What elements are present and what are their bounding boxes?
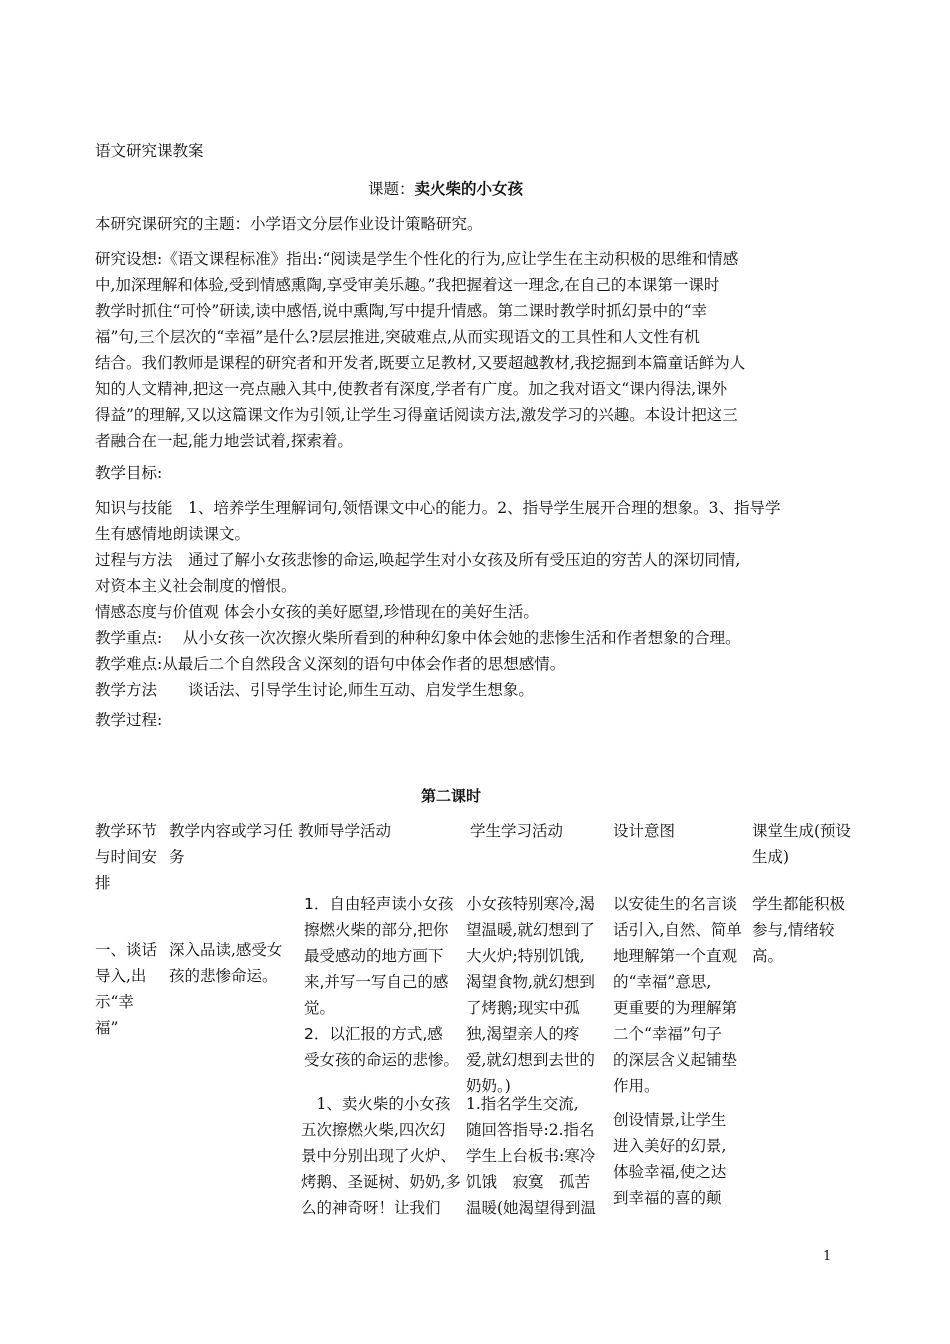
research-line: 中,加深理解和体验,受到情感熏陶,享受审美乐趣。”我把握着这一理念,在自己的本课第一课时 xyxy=(95,276,720,294)
row2-intent xyxy=(613,1107,753,1211)
lesson-title-prefix: 课题： xyxy=(368,180,415,198)
header-line: 务 xyxy=(169,848,185,866)
cell-line: 大火炉;特别饥饿, xyxy=(466,947,585,965)
row1-intent xyxy=(613,891,753,1099)
header-line: 教学环节 xyxy=(95,822,158,840)
cell-line: 受女孩的命运的悲惨。 xyxy=(304,1051,460,1069)
cell-line: 么的神奇呀！让我们 xyxy=(301,1199,441,1217)
goal-line: 对资本主义社会制度的憎恨。 xyxy=(95,577,297,595)
cell-line: 创设情景,让学生 xyxy=(613,1111,727,1129)
research-idea-paragraph xyxy=(95,246,865,454)
header-col-intent xyxy=(613,818,743,844)
header-line: 教学内容或学习任 xyxy=(169,822,294,840)
cell-line: 擦燃火柴的部分,把你 xyxy=(304,921,449,939)
research-line: 得益”的理解,又以这篇课文作为引领,让学生习得童话阅读方法,激发学习的兴趣。本设计把这三 xyxy=(95,406,738,424)
section-title: 第二课时 xyxy=(421,787,482,805)
cell-line: 爱,就幻想到去世的 xyxy=(466,1051,595,1069)
cell-line: 更重要的为理解第 xyxy=(613,999,738,1017)
cell-line: 体验幸福,使之达 xyxy=(613,1163,727,1181)
cell-line: 高。 xyxy=(752,947,784,965)
cell-line: 1、卖火柴的小女孩 xyxy=(301,1095,451,1113)
goal-line: 教学难点:从最后二个自然段含义深刻的语句中体会作者的思想感情。 xyxy=(95,655,566,673)
cell-line: 最受感动的地方画下 xyxy=(304,947,444,965)
cell-line: 来,并写一写自己的感 xyxy=(304,973,449,991)
cell-line: 一、谈话 xyxy=(95,941,158,959)
header-col-stage xyxy=(95,818,170,896)
goal-line: 教学方法 谈话法、引导学生讨论,师生互动、启发学生想象。 xyxy=(95,681,534,699)
cell-line: 五次擦燃火柴,四次幻 xyxy=(301,1121,446,1139)
header-line: 与时间安 xyxy=(95,848,158,866)
page-number: 1 xyxy=(823,1249,832,1264)
cell-line: 深入品读,感受女 xyxy=(169,941,283,959)
cell-line: 福” xyxy=(95,1019,119,1037)
cell-line: 的“幸福”意思, xyxy=(613,973,712,991)
cell-line: 学生都能积极 xyxy=(752,895,846,913)
goal-line: 知识与技能 1、培养学生理解词句,领悟课文中心的能力。2、指导学生展开合理的想象。3、指导学 xyxy=(95,499,781,517)
research-theme: 本研究课研究的主题：小学语文分层作业设计策略研究。 xyxy=(95,215,483,233)
research-line: 知的人文精神,把这一亮点融入其中,使教者有深度,学者有广度。加之我对语文“课内得法,课外 xyxy=(95,380,728,398)
research-line: 福”句,三个层次的“幸福”是什么?层层推进,突破难点,从而实现语文的工具性和人文性有机 xyxy=(95,328,700,346)
header-col-content xyxy=(169,818,299,870)
goal-line: 过程与方法 通过了解小女孩悲惨的命运,唤起学生对小女孩及所有受压迫的穷苦人的深切同情, xyxy=(95,551,741,569)
goal-line: 生有感情地朗读课文。 xyxy=(95,525,251,543)
cell-line: 温暖(她渴望得到温 xyxy=(466,1199,597,1217)
header-line: 教师导学活动 xyxy=(298,822,392,840)
cell-line: 二个“幸福”句子 xyxy=(613,1025,722,1043)
document-header: 语文研究课教案 xyxy=(95,142,204,160)
cell-line: 1.指名学生交流, xyxy=(466,1095,579,1113)
goal-line: 情感态度与价值观 体会小女孩的美好愿望,珍惜现在的美好生活。 xyxy=(95,603,539,621)
cell-line: 地理解第一个直观 xyxy=(613,947,738,965)
cell-line: 小女孩特别寒冷,渴 xyxy=(466,895,595,913)
header-line: 生成) xyxy=(752,848,790,866)
cell-line: 渴望食物,就幻想到 xyxy=(466,973,595,991)
cell-line: 望温暖,就幻想到了 xyxy=(466,921,595,939)
row1-outcome xyxy=(752,891,872,969)
cell-line: 参与,情绪较 xyxy=(752,921,835,939)
cell-line: 2．以汇报的方式,感 xyxy=(304,1025,443,1043)
header-col-outcome xyxy=(752,818,872,870)
lesson-title xyxy=(368,176,523,202)
cell-line: 景中分别出现了火炉、 xyxy=(301,1147,457,1165)
cell-line: 觉。 xyxy=(304,999,336,1017)
row2-teacher xyxy=(301,1091,471,1221)
cell-line: 了烤鹅;现实中孤 xyxy=(466,999,580,1017)
header-line: 课堂生成(预设 xyxy=(752,822,852,840)
research-line: 研究设想:《语文课程标准》指出:“阅读是学生个性化的行为,应让学生在主动积极的思维和情感 xyxy=(95,250,739,268)
cell-line: 饥饿 寂寞 孤苦 xyxy=(466,1173,591,1191)
cell-line: 随回答指导:2.指名 xyxy=(466,1121,595,1139)
cell-line: 的深层含义起铺垫 xyxy=(613,1051,738,1069)
row2-student xyxy=(466,1091,612,1221)
row1-stage xyxy=(95,937,170,1041)
cell-line: 示“幸 xyxy=(95,993,134,1011)
cell-line: 学生上台板书:寒冷 xyxy=(466,1147,596,1165)
header-col-teacher xyxy=(298,818,458,844)
cell-line: 进入美好的幻景, xyxy=(613,1137,727,1155)
process-heading: 教学过程: xyxy=(95,711,163,729)
research-line: 教学时抓住“可怜”研读,读中感悟,说中熏陶,写中提升情感。第二课时教学时抓幻景中的“幸 xyxy=(95,302,708,320)
cell-line: 1．自由轻声读小女孩 xyxy=(304,895,454,913)
header-line: 设计意图 xyxy=(613,822,676,840)
cell-line: 到幸福的喜的颠 xyxy=(613,1189,722,1207)
header-line: 学生学习活动 xyxy=(470,822,564,840)
header-col-student xyxy=(470,818,610,844)
cell-line: 独,渴望亲人的疼 xyxy=(466,1025,580,1043)
cell-line: 作用。 xyxy=(613,1077,660,1095)
goals-heading: 教学目标: xyxy=(95,464,163,482)
cell-line: 导入,出 xyxy=(95,967,147,985)
cell-line: 话引入,自然、简单 xyxy=(613,921,742,939)
lesson-title-text: 卖火柴的小女孩 xyxy=(414,180,524,198)
cell-line: 奶奶。) xyxy=(466,1077,511,1095)
goal-line: 教学重点: 从小女孩一次次擦火柴所看到的种种幻象中体会她的悲惨生活和作者想象的合理。 xyxy=(95,629,741,647)
research-line: 者融合在一起,能力地尝试着,探索着。 xyxy=(95,432,353,450)
goals-list xyxy=(95,495,865,703)
research-line: 结合。我们教师是课程的研究者和开发者,既要立足教材,又要超越教材,我挖掘到本篇童话鲜为人 xyxy=(95,354,746,372)
row1-content xyxy=(169,937,301,989)
cell-line: 孩的悲惨命运。 xyxy=(169,967,278,985)
header-line: 排 xyxy=(95,874,111,892)
cell-line: 以安徒生的名言谈 xyxy=(613,895,738,913)
cell-line: 烤鹅、圣诞树、奶奶,多 xyxy=(301,1173,461,1191)
row1-teacher xyxy=(304,891,470,1073)
row1-student xyxy=(466,891,612,1099)
